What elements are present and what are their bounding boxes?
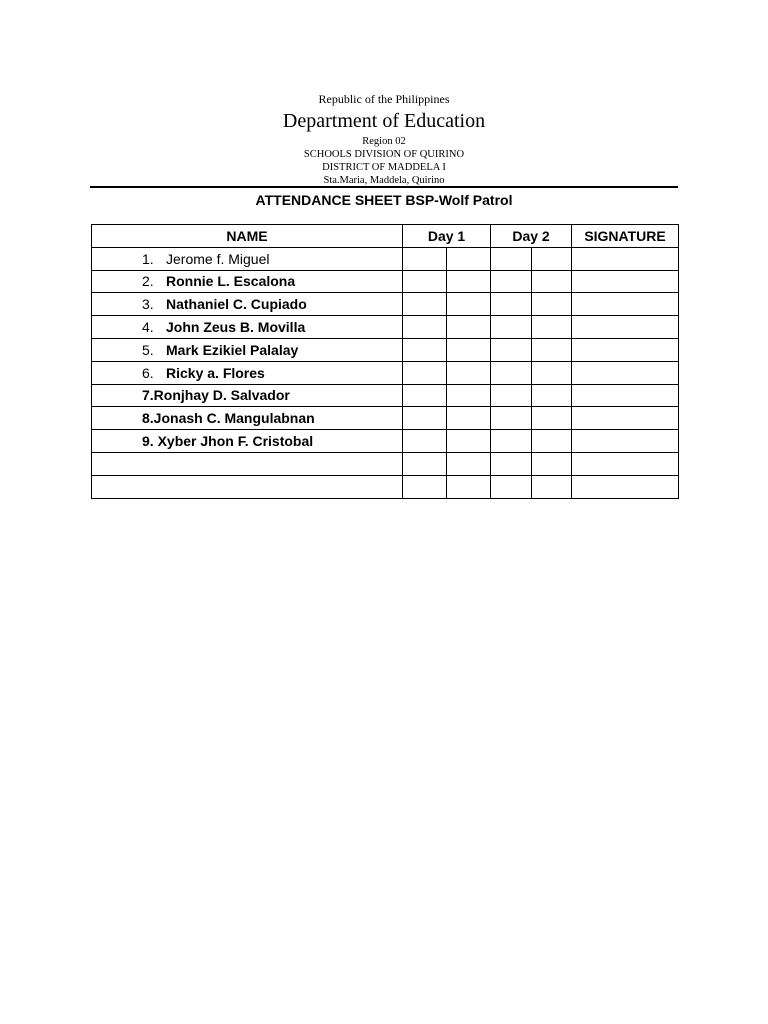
division-line: SCHOOLS DIVISION OF QUIRINO bbox=[303, 149, 465, 160]
table-row bbox=[92, 270, 679, 293]
signature-cell[interactable] bbox=[572, 430, 679, 453]
day1-am-cell[interactable] bbox=[403, 384, 447, 407]
day1-pm-cell[interactable] bbox=[447, 407, 491, 430]
day1-pm-cell[interactable] bbox=[447, 247, 491, 270]
table-row bbox=[92, 384, 679, 407]
name-cell bbox=[92, 293, 403, 316]
day2-pm-cell[interactable] bbox=[532, 430, 572, 453]
signature-cell[interactable] bbox=[572, 293, 679, 316]
member-name: Ricky a. Flores bbox=[166, 364, 265, 381]
day2-pm-cell[interactable] bbox=[532, 361, 572, 384]
row-number: 5. bbox=[142, 341, 154, 358]
table-row bbox=[92, 475, 679, 498]
attendance-table bbox=[91, 224, 679, 499]
day2-pm-cell[interactable] bbox=[532, 384, 572, 407]
day2-pm-cell[interactable] bbox=[532, 475, 572, 498]
day2-pm-cell[interactable] bbox=[532, 270, 572, 293]
day2-am-cell[interactable] bbox=[491, 247, 532, 270]
member-name: Ronnie L. Escalona bbox=[166, 273, 296, 290]
row-number: 6. bbox=[142, 364, 154, 381]
name-cell bbox=[92, 247, 403, 270]
member-name: Jerome f. Miguel bbox=[166, 250, 270, 267]
column-header-day2: Day 2 bbox=[491, 225, 572, 248]
day1-pm-cell[interactable] bbox=[447, 293, 491, 316]
day2-am-cell[interactable] bbox=[491, 316, 532, 339]
table-row bbox=[92, 247, 679, 270]
signature-cell[interactable] bbox=[572, 361, 679, 384]
day1-pm-cell[interactable] bbox=[447, 338, 491, 361]
republic-line: Republic of the Philippines bbox=[318, 92, 450, 106]
day1-am-cell[interactable] bbox=[403, 361, 447, 384]
day1-am-cell[interactable] bbox=[403, 452, 447, 475]
table-row bbox=[92, 361, 679, 384]
district-line: DISTRICT OF MADDELA I bbox=[322, 162, 446, 173]
day2-am-cell[interactable] bbox=[491, 361, 532, 384]
member-name: Nathaniel C. Cupiado bbox=[166, 296, 307, 313]
day2-am-cell[interactable] bbox=[491, 293, 532, 316]
member-name: Mark Ezikiel Palalay bbox=[166, 341, 299, 358]
day2-am-cell[interactable] bbox=[491, 338, 532, 361]
day1-pm-cell[interactable] bbox=[447, 361, 491, 384]
name-cell bbox=[92, 361, 403, 384]
day1-pm-cell[interactable] bbox=[447, 384, 491, 407]
address-line: Sta.Maria, Maddela, Quirino bbox=[323, 175, 445, 186]
day2-pm-cell[interactable] bbox=[532, 407, 572, 430]
table-row bbox=[92, 430, 679, 453]
table-row bbox=[92, 452, 679, 475]
signature-cell[interactable] bbox=[572, 270, 679, 293]
table-row bbox=[92, 338, 679, 361]
row-number: 3. bbox=[142, 296, 154, 313]
day1-pm-cell[interactable] bbox=[447, 475, 491, 498]
day1-am-cell[interactable] bbox=[403, 247, 447, 270]
day1-pm-cell[interactable] bbox=[447, 270, 491, 293]
day1-am-cell[interactable] bbox=[403, 475, 447, 498]
day2-am-cell[interactable] bbox=[491, 384, 532, 407]
signature-cell[interactable] bbox=[572, 338, 679, 361]
row-number: 4. bbox=[142, 319, 154, 336]
row-number: 1. bbox=[142, 250, 154, 267]
day2-pm-cell[interactable] bbox=[532, 247, 572, 270]
day2-am-cell[interactable] bbox=[491, 430, 532, 453]
day2-am-cell[interactable] bbox=[491, 270, 532, 293]
name-cell bbox=[92, 270, 403, 293]
day2-pm-cell[interactable] bbox=[532, 316, 572, 339]
signature-cell[interactable] bbox=[572, 407, 679, 430]
name-cell: 9. Xyber Jhon F. Cristobal bbox=[92, 430, 403, 453]
signature-cell[interactable] bbox=[572, 384, 679, 407]
day1-am-cell[interactable] bbox=[403, 293, 447, 316]
region-line: Region 02 bbox=[362, 136, 406, 147]
header-divider bbox=[90, 186, 678, 188]
day1-pm-cell[interactable] bbox=[447, 316, 491, 339]
signature-cell[interactable] bbox=[572, 316, 679, 339]
signature-cell[interactable] bbox=[572, 475, 679, 498]
table-row bbox=[92, 316, 679, 339]
day2-pm-cell[interactable] bbox=[532, 452, 572, 475]
day2-am-cell[interactable] bbox=[491, 452, 532, 475]
column-header-signature: SIGNATURE bbox=[572, 225, 679, 248]
day1-am-cell[interactable] bbox=[403, 338, 447, 361]
day1-am-cell[interactable] bbox=[403, 270, 447, 293]
document-header bbox=[0, 92, 768, 187]
signature-cell[interactable] bbox=[572, 452, 679, 475]
day1-pm-cell[interactable] bbox=[447, 430, 491, 453]
table-header-row bbox=[92, 225, 679, 248]
table-row bbox=[92, 293, 679, 316]
row-number: 2. bbox=[142, 273, 154, 290]
column-header-day1: Day 1 bbox=[403, 225, 491, 248]
name-cell: 8.Jonash C. Mangulabnan bbox=[92, 407, 403, 430]
signature-cell[interactable] bbox=[572, 247, 679, 270]
day2-am-cell[interactable] bbox=[491, 407, 532, 430]
day1-am-cell[interactable] bbox=[403, 430, 447, 453]
name-cell: 7.Ronjhay D. Salvador bbox=[92, 384, 403, 407]
member-name: John Zeus B. Movilla bbox=[166, 319, 306, 336]
name-cell[interactable] bbox=[92, 452, 403, 475]
table-row bbox=[92, 407, 679, 430]
day2-pm-cell[interactable] bbox=[532, 293, 572, 316]
name-cell bbox=[92, 316, 403, 339]
day1-am-cell[interactable] bbox=[403, 407, 447, 430]
day2-am-cell[interactable] bbox=[491, 475, 532, 498]
day1-pm-cell[interactable] bbox=[447, 452, 491, 475]
day2-pm-cell[interactable] bbox=[532, 338, 572, 361]
name-cell bbox=[92, 338, 403, 361]
sheet-title: ATTENDANCE SHEET BSP-Wolf Patrol bbox=[255, 192, 513, 208]
name-cell[interactable] bbox=[92, 475, 403, 498]
column-header-name: NAME bbox=[92, 225, 403, 248]
day1-am-cell[interactable] bbox=[403, 316, 447, 339]
department-title: Department of Education bbox=[282, 110, 486, 132]
